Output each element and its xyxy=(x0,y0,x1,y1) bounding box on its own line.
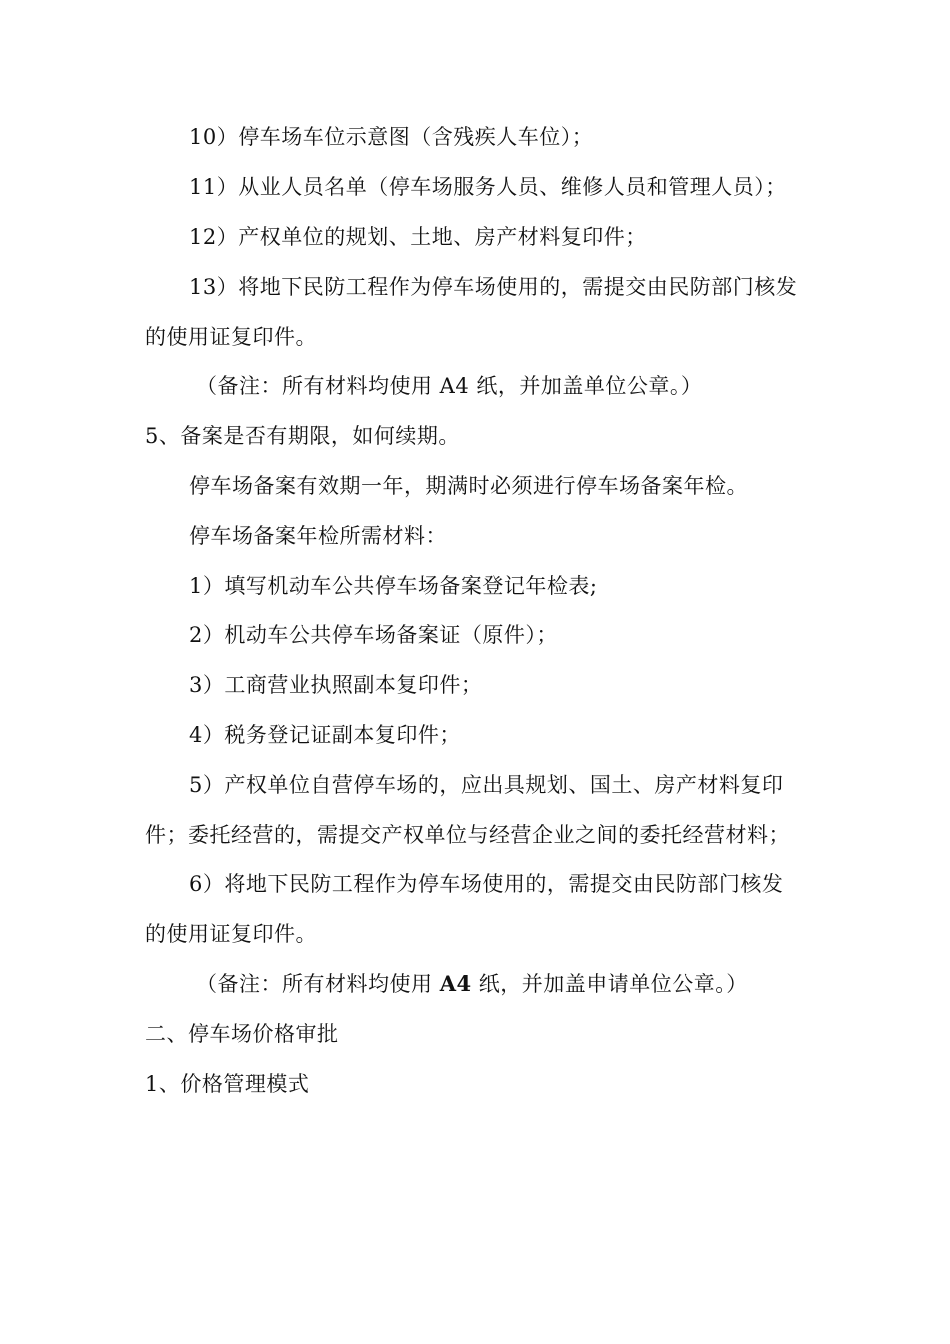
section-heading-2: 二、停车场价格审批 xyxy=(145,1022,339,1046)
material-item-3: 3）工商营业执照副本复印件； xyxy=(189,673,483,697)
paragraph-item-13: 13）将地下民防工程作为停车场使用的，需提交由民防部门核发 xyxy=(189,275,798,299)
paragraph-item-12: 12）产权单位的规划、土地、房产材料复印件； xyxy=(189,225,647,249)
material-item-5: 5）产权单位自营停车场的，应出具规划、国土、房产材料复印 xyxy=(189,773,784,797)
note-paragraph: （备注：所有材料均使用 A4 纸，并加盖单位公章。） xyxy=(196,374,703,398)
material-item-1: 1）填写机动车公共停车场备案登记年检表; xyxy=(189,574,598,598)
note-2-bold: A4 xyxy=(439,971,472,996)
materials-heading: 停车场备案年检所需材料： xyxy=(189,524,447,548)
material-item-4: 4）税务登记证副本复印件； xyxy=(189,723,461,747)
note-paragraph-2 xyxy=(196,969,876,999)
paragraph-item-11: 11）从业人员名单（停车场服务人员、维修人员和管理人员）； xyxy=(189,175,787,199)
paragraph-item-13-continued: 的使用证复印件。 xyxy=(145,325,317,349)
section-heading-5: 5、备案是否有期限，如何续期。 xyxy=(145,424,460,448)
material-item-2: 2）机动车公共停车场备案证（原件）； xyxy=(189,623,558,647)
material-item-5-continued: 件；委托经营的，需提交产权单位与经营企业之间的委托经营材料； xyxy=(145,823,790,847)
subsection-heading-1: 1、价格管理模式 xyxy=(145,1072,310,1096)
note-2-before: （备注：所有材料均使用 xyxy=(196,972,440,996)
material-item-6-continued: 的使用证复印件。 xyxy=(145,922,317,946)
note-2-after: 纸，并加盖申请单位公章。） xyxy=(471,972,748,996)
validity-paragraph: 停车场备案有效期一年，期满时必须进行停车场备案年检。 xyxy=(189,474,748,498)
paragraph-item-10: 10）停车场车位示意图（含残疾人车位）； xyxy=(189,125,594,149)
material-item-6: 6）将地下民防工程作为停车场使用的，需提交由民防部门核发 xyxy=(189,872,784,896)
